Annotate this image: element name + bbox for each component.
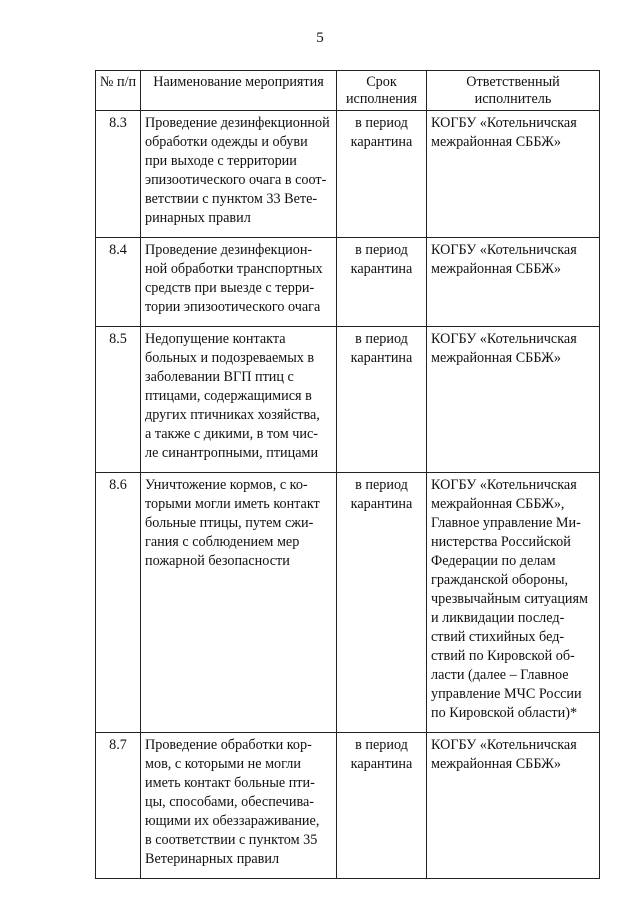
measure-name-line: ной обработки транспортных [145, 261, 323, 277]
deadline-line: в период [355, 331, 408, 347]
measure-name-line: других птичниках хозяйства, [145, 407, 320, 423]
measure-name-line: Проведение дезинфекционной [145, 115, 330, 131]
measure-name-line: Проведение дезинфекцион- [145, 242, 313, 258]
responsible-executor-line: нистерства Российской [431, 534, 571, 550]
responsible-executor-cell [427, 327, 600, 473]
table-row [96, 327, 600, 473]
row-number: 8.6 [96, 473, 141, 733]
measures-table [95, 70, 600, 879]
measure-name-cell [141, 238, 337, 327]
table-row [96, 473, 600, 733]
deadline-line: карантина [350, 756, 413, 772]
table-row [96, 733, 600, 879]
responsible-executor-cell [427, 473, 600, 733]
measure-name-line: мов, с которыми не могли [145, 756, 301, 772]
measure-name-line: при выходе с территории [145, 153, 297, 169]
deadline-line: карантина [350, 496, 413, 512]
measure-name-line: ринарных правил [145, 210, 251, 226]
table-row [96, 238, 600, 327]
header-num: № п/п [96, 71, 141, 111]
responsible-executor-cell [427, 733, 600, 879]
row-number: 8.4 [96, 238, 141, 327]
measure-name-line: заболевании ВГП птиц с [145, 369, 294, 385]
measure-name-line: Уничтожение кормов, с ко- [145, 477, 308, 493]
responsible-executor-line: и ликвидации послед- [431, 610, 565, 626]
deadline-cell [337, 327, 427, 473]
row-number: 8.5 [96, 327, 141, 473]
deadline-cell [337, 238, 427, 327]
deadline-cell [337, 473, 427, 733]
measure-name-line: эпизоотического очага в соот- [145, 172, 327, 188]
measure-name-cell [141, 473, 337, 733]
responsible-executor-line: КОГБУ «Котельничская [431, 477, 577, 493]
responsible-executor-line: межрайонная СББЖ» [431, 134, 561, 150]
deadline-line: в период [355, 115, 408, 131]
header-responsible: Ответственный исполнитель [427, 71, 600, 111]
responsible-executor-line: по Кировской области)* [431, 705, 578, 721]
responsible-executor-line: ствий стихийных бед- [431, 629, 565, 645]
responsible-executor-line: ласти (далее – Главное [431, 667, 569, 683]
deadline-line: в период [355, 477, 408, 493]
responsible-executor-line: межрайонная СББЖ», [431, 496, 565, 512]
responsible-executor-line: Главное управление Ми- [431, 515, 581, 531]
measure-name-line: Ветеринарных правил [145, 851, 280, 867]
measure-name-line: ветствии с пунктом 33 Вете- [145, 191, 318, 207]
responsible-executor-cell [427, 111, 600, 238]
responsible-executor-line: КОГБУ «Котельничская [431, 737, 577, 753]
deadline-line: карантина [350, 261, 413, 277]
measure-name-line: Проведение обработки кор- [145, 737, 312, 753]
responsible-executor-line: межрайонная СББЖ» [431, 756, 561, 772]
measure-name-line: иметь контакт больные пти- [145, 775, 315, 791]
deadline-cell [337, 111, 427, 238]
responsible-executor-line: межрайонная СББЖ» [431, 350, 561, 366]
responsible-executor-cell [427, 238, 600, 327]
responsible-executor-line: ствий по Кировской об- [431, 648, 575, 664]
measure-name-line: гания с соблюдением мер [145, 534, 300, 550]
deadline-cell [337, 733, 427, 879]
responsible-executor-line: межрайонная СББЖ» [431, 261, 561, 277]
measure-name-cell [141, 327, 337, 473]
table-header-row [96, 71, 600, 111]
responsible-executor-line: КОГБУ «Котельничская [431, 331, 577, 347]
measure-name-line: а также с дикими, в том чис- [145, 426, 319, 442]
measure-name-line: больных и подозреваемых в [145, 350, 315, 366]
measure-name-line: цы, способами, обеспечива- [145, 794, 314, 810]
responsible-executor-line: управление МЧС России [431, 686, 582, 702]
measure-name-line: ющими их обеззараживание, [145, 813, 320, 829]
measure-name-line: птицами, содержащимися в [145, 388, 312, 404]
page-number: 5 [316, 30, 324, 46]
measure-name-line: средств при выезде с терри- [145, 280, 315, 296]
measure-name-line: пожарной безопасности [145, 553, 290, 569]
measure-name-line: Недопущение контакта [145, 331, 286, 347]
measure-name-line: торыми могли иметь контакт [145, 496, 320, 512]
responsible-executor-line: чрезвычайным ситуациям [431, 591, 589, 607]
responsible-executor-line: Федерации по делам [431, 553, 556, 569]
header-name: Наименование мероприятия [141, 71, 337, 111]
measure-name-line: обработки одежды и обуви [145, 134, 308, 150]
measure-name-line: тории эпизоотического очага [145, 299, 321, 315]
measure-name-line: больные птицы, путем сжи- [145, 515, 314, 531]
responsible-executor-line: гражданской обороны, [431, 572, 569, 588]
table-body [96, 111, 600, 879]
deadline-line: карантина [350, 134, 413, 150]
table-row [96, 111, 600, 238]
row-number: 8.3 [96, 111, 141, 238]
deadline-line: в период [355, 242, 408, 258]
row-number: 8.7 [96, 733, 141, 879]
measure-name-line: ле синантропными, птицами [145, 445, 319, 461]
measure-name-cell [141, 111, 337, 238]
responsible-executor-line: КОГБУ «Котельничская [431, 242, 577, 258]
measure-name-line: в соответствии с пунктом 35 [145, 832, 318, 848]
measure-name-cell [141, 733, 337, 879]
deadline-line: в период [355, 737, 408, 753]
responsible-executor-line: КОГБУ «Котельничская [431, 115, 577, 131]
header-term: Срок исполнения [337, 71, 427, 111]
deadline-line: карантина [350, 350, 413, 366]
